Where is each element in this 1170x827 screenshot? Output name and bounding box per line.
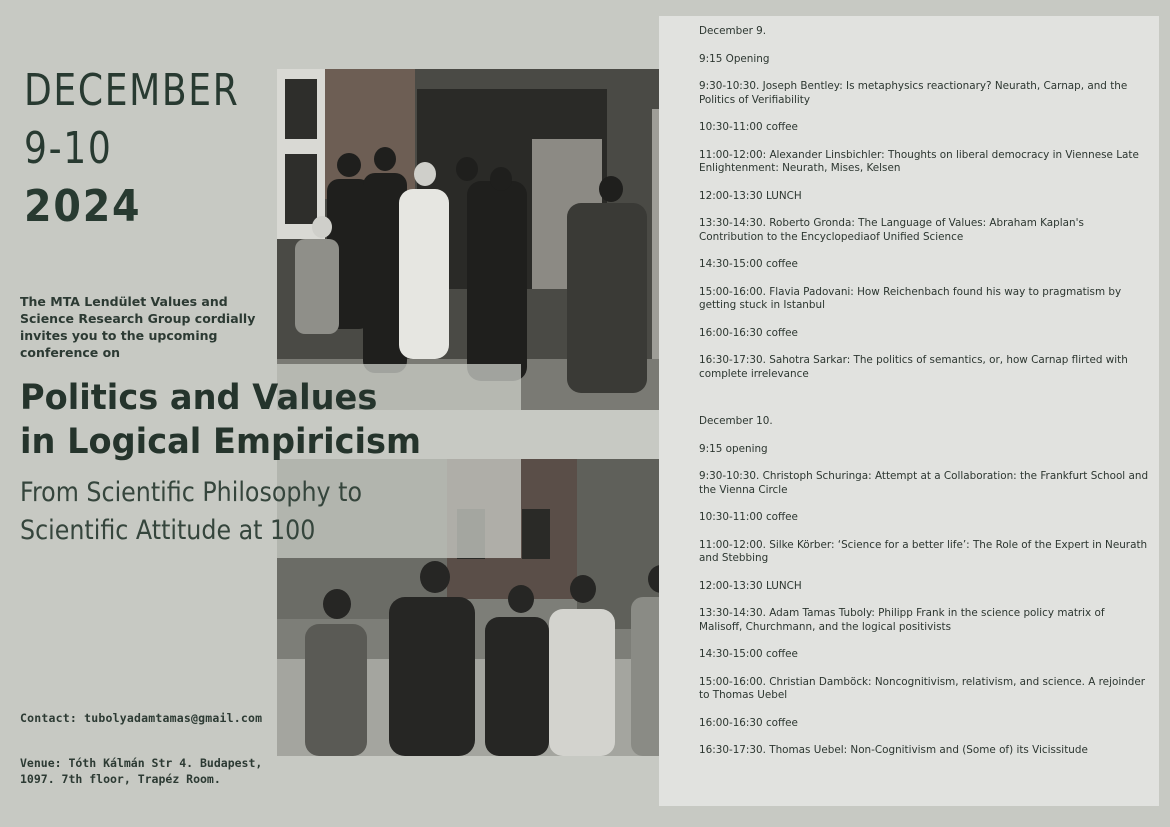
- date-month: DECEMBER: [24, 65, 240, 116]
- conference-subtitle: [20, 474, 513, 550]
- schedule-item: 12:00-13:30 LUNCH: [699, 189, 802, 202]
- schedule-item: 14:30-15:00 coffee: [699, 648, 798, 660]
- schedule-item: 14:30-15:00 coffee: [699, 258, 798, 270]
- schedule-item: 13:30-14:30. Roberto Gronda: The Language of Values: Abraham Kaplan's Contribution to the Encyclopediaof Unified Science: [699, 217, 1084, 243]
- title-line-1: Politics and Values: [20, 378, 378, 418]
- day1-heading: December 9.: [699, 25, 767, 37]
- schedule-item: 16:30-17:30. Sahotra Sarkar: The politics of semantics, or, how Carnap flirted with complete irrelevance: [699, 354, 1128, 380]
- title-line-2: in Logical Empiricism: [20, 422, 422, 462]
- schedule-item: 13:30-14:30. Adam Tamas Tuboly: Philipp Frank in the science policy matrix of Malisoff, Churchmann, and the logical positivists: [699, 607, 1105, 633]
- schedule-item: 9:30-10:30. Christoph Schuringa: Attempt at a Collaboration: the Frankfurt School and the Vienna Circle: [699, 470, 1149, 496]
- date-year: 2024: [24, 181, 142, 232]
- schedule-item: 9:15 opening: [699, 442, 768, 455]
- event-date: [24, 62, 287, 236]
- subtitle-line-1: From Scientific Philosophy to: [20, 477, 363, 508]
- contact-info: Contact: tubolyadamtamas@gmail.com: [20, 711, 263, 725]
- schedule-item: 16:30-17:30. Thomas Uebel: Non-Cognitivism and (Some of) its Vicissitude: [699, 744, 1088, 756]
- program-schedule: [659, 16, 1159, 806]
- schedule-item: 9:30-10:30. Joseph Bentley: Is metaphysics reactionary? Neurath, Carnap, and the Politics of Verifiability: [699, 80, 1128, 106]
- schedule-item: 10:30-11:00 coffee: [699, 121, 798, 133]
- day2-heading: December 10.: [699, 415, 773, 427]
- conference-title: [20, 376, 558, 464]
- schedule-item: 12:00-13:30 LUNCH: [699, 579, 802, 592]
- schedule-item: 11:00-12:00. Silke Körber: ‘Science for a better life’: The Role of the Expert in Neurath and Stebbing: [699, 538, 1148, 564]
- group-photo-storefront: [277, 69, 686, 410]
- invitation-text: The MTA Lendület Values and Science Research Group cordially invites you to the upcoming conference on: [20, 294, 256, 360]
- schedule-item: 9:15 Opening: [699, 52, 770, 65]
- schedule-item: 15:00-16:00. Christian Damböck: Noncognitivism, relativism, and science. A rejoinder to Thomas Uebel: [699, 675, 1146, 701]
- schedule-item: 10:30-11:00 coffee: [699, 511, 798, 523]
- schedule-item: 15:00-16:00. Flavia Padovani: How Reichenbach found his way to pragmatism by getting stuck in Istanbul: [699, 285, 1122, 311]
- schedule-item: 16:00-16:30 coffee: [699, 326, 798, 339]
- schedule-item: 16:00-16:30 coffee: [699, 716, 798, 729]
- venue-info: Venue: Tóth Kálmán Str 4. Budapest, 1097. 7th floor, Trapéz Room.: [20, 756, 263, 786]
- date-days: 9-10: [24, 123, 113, 174]
- schedule-item: 11:00-12:00: Alexander Linsbichler: Thoughts on liberal democracy in Viennese Late Enlightenment: Neurath, Mises, Kelsen: [699, 148, 1139, 174]
- subtitle-line-2: Scientific Attitude at 100: [20, 515, 316, 546]
